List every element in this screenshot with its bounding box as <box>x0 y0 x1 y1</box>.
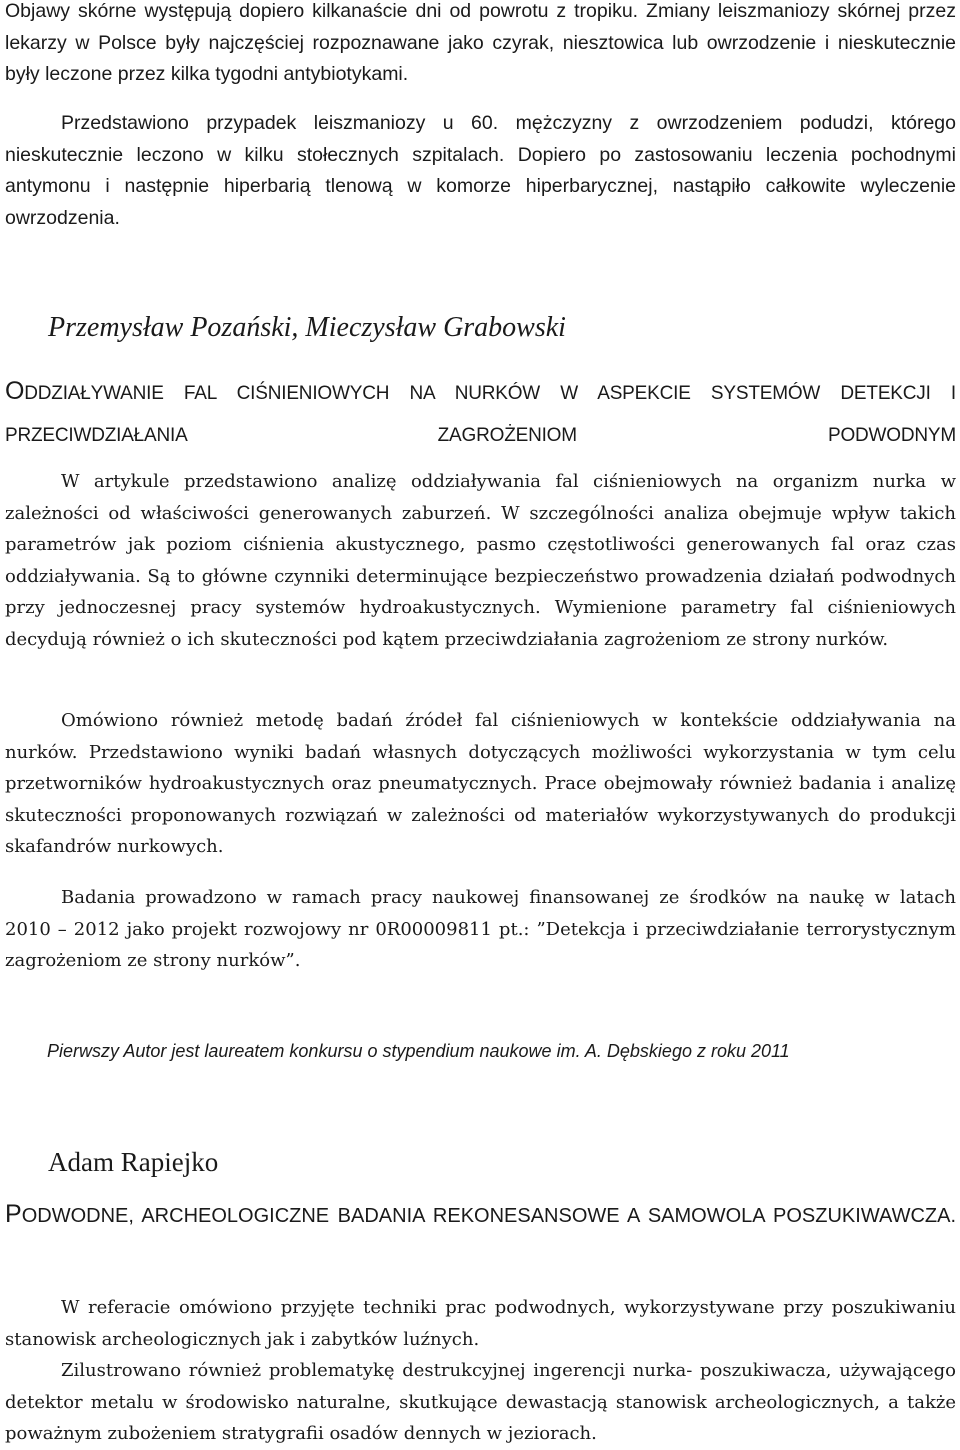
second-article-title-rest: ODWODNE, ARCHEOLOGICZNE BADANIA REKONESANSOWE A SAMOWOLA POSZUKIWAWCZA. <box>21 1205 956 1227</box>
second-article-title-initial: P <box>5 1200 22 1228</box>
leishmaniasis-paragraph-2: Przedstawiono przypadek leiszmaniozy u 60. mężczyzny z owrzodzeniem podudzi, którego nieskutecznie leczono w kilku stołecznych szpitalach. Dopiero po zastosowaniu leczenia pochodnymi antymonu i następnie hiperbarią tlenową w komorze hiperbarycznej, nastąpiło całkowite wyleczenie owrzodzenia. <box>5 112 956 229</box>
article-title <box>5 370 956 457</box>
second-article-author: Adam Rapiejko <box>48 1147 219 1177</box>
abstract-paragraph-3: Badania prowadzono w ramach pracy naukowej finansowanej ze środków na naukę w latach 2010 – 2012 jako projekt rozwojowy nr 0R00009811 pt.: ”Detekcja i przeciwdziałanie terrorystycznym zagrożeniom ze strony nurków”. <box>5 887 956 971</box>
second-article-title <box>5 1193 956 1237</box>
article-authors: Przemysław Pozański, Mieczysław Grabowski <box>48 312 566 343</box>
second-abstract-paragraph-1: W referacie omówiono przyjęte techniki prac podwodnych, wykorzystywane przy poszukiwaniu stanowisk archeologicznych jak i zabytków luźnych. <box>5 1297 956 1350</box>
author-award-note: Pierwszy Autor jest laureatem konkursu o stypendium naukowe im. A. Dębskiego z roku 2011 <box>47 1041 790 1061</box>
leishmaniasis-paragraph-1: Objawy skórne występują dopiero kilkanaście dni od powrotu z tropiku. Zmiany leiszmaniozy skórnej przez lekarzy w Polsce były najczęściej rozpoznawane jako czyrak, niesztowica lub owrzodzenie i nieskutecznie były leczone przez kilka tygodni antybiotykami. <box>5 0 956 85</box>
article-title-rest: DDZIAŁYWANIE FAL CIŚNIENIOWYCH NA NURKÓW W ASPEKCIE SYSTEMÓW DETEKCJI I PRZECIWDZIAŁANIA ZAGROŻENIOM PODWODNYM <box>5 383 956 446</box>
second-abstract-paragraph-2: Zilustrowano również problematykę destrukcyjnej ingerencji nurka- poszukiwacza, używającego detektor metalu w środowisko naturalne, skutkujące dewastacją stanowisk archeologicznych, a także poważnym zubożeniem stratygrafii osadów dennych w jeziorach. <box>5 1360 956 1444</box>
article-title-initial: O <box>5 377 25 405</box>
abstract-paragraph-2: Omówiono również metodę badań źródeł fal ciśnieniowych w kontekście oddziaływania na nurków. Przedstawiono wyniki badań własnych dotyczących możliwości wykorzystania w tym celu przetworników hydroakustycznych oraz pneumatycznych. Prace obejmowały również badania i analizę skuteczności proponowanych rozwiązań w zależności od materiałów wykorzystywanych do produkcji skafandrów nurkowych. <box>5 710 956 857</box>
abstract-paragraph-1: W artykule przedstawiono analizę oddziaływania fal ciśnieniowych na organizm nurka w zależności od właściwości generowanych zaburzeń. W szczególności analiza obejmuje wpływ takich parametrów jak poziom ciśnienia akustycznego, pasmo częstotliwości generowanych fal oraz czas oddziaływania. Są to główne czynniki determinujące bezpieczeństwo prowadzenia działań podwodnych przy jednoczesnej pracy systemów hydroakustycznych. Wymienione parametry fal ciśnieniowych decydują również o ich skuteczności pod kątem przeciwdziałania zagrożeniom ze strony nurków. <box>5 471 956 650</box>
